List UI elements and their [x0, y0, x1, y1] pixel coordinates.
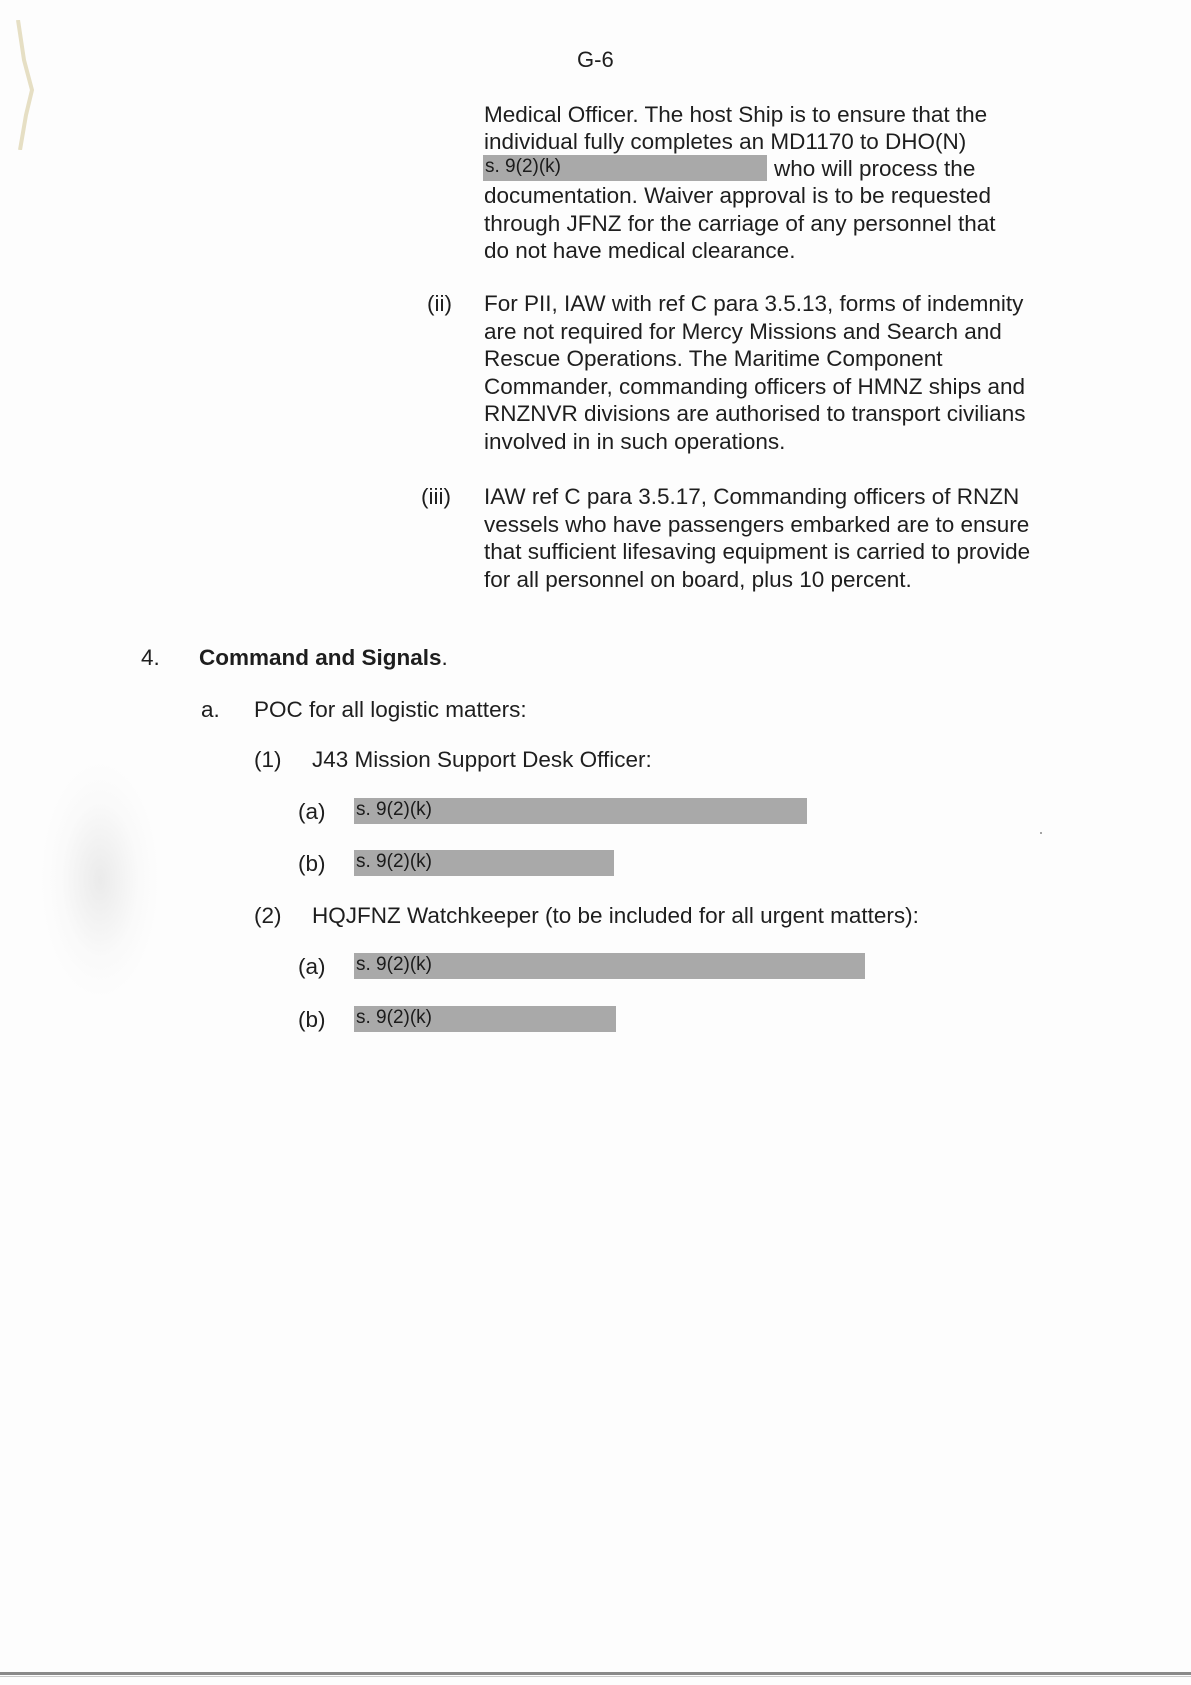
- continuation-line-6: do not have medical clearance.: [484, 238, 796, 263]
- group-2-entry-a-redaction: s. 9(2)(k): [354, 953, 865, 979]
- sub-text: POC for all logistic matters:: [254, 697, 527, 722]
- group-1-entry-a-marker: (a): [298, 799, 326, 824]
- group-1-entry-a-redaction: s. 9(2)(k): [354, 798, 807, 824]
- scan-speck: [1040, 832, 1042, 834]
- continuation-line-2: individual fully completes an MD1170 to DHO(N): [484, 129, 967, 154]
- item-text-ii: For PII, IAW with ref C para 3.5.13, forms of indemnity are not required for Mercy Missions and Search and Rescue Operations. The Maritime Component Commander, commanding officers of HMNZ ships and RNZNVR divisions are authorised to transport civilians involved in in such operations.: [484, 291, 1026, 454]
- group-2-text: HQJFNZ Watchkeeper (to be included for all urgent matters):: [312, 903, 919, 928]
- bottom-edge-rule-shadow: [0, 1676, 1191, 1677]
- item-marker-ii: (ii): [427, 291, 452, 316]
- continuation-line-3-tail: who will process the: [774, 156, 976, 181]
- item-marker-iii: (iii): [421, 484, 451, 509]
- section-title-suffix: .: [441, 645, 448, 670]
- group-1-entry-b-marker: (b): [298, 851, 326, 876]
- scan-edge-mark: [10, 20, 38, 150]
- section-heading: [199, 644, 448, 672]
- group-1-text: J43 Mission Support Desk Officer:: [312, 747, 652, 772]
- group-2-entry-b-marker: (b): [298, 1007, 326, 1032]
- group-2-entry-b-redaction: s. 9(2)(k): [354, 1006, 616, 1032]
- group-1-marker: (1): [254, 747, 282, 772]
- group-2-marker: (2): [254, 903, 282, 928]
- page-number: G-6: [577, 47, 614, 72]
- group-1-entry-b-redaction: s. 9(2)(k): [354, 850, 614, 876]
- continuation-line-4: documentation. Waiver approval is to be requested: [484, 183, 991, 208]
- section-title: Command and Signals: [199, 645, 442, 670]
- continuation-line-1: Medical Officer. The host Ship is to ensure that the: [484, 102, 988, 127]
- item-text-iii: IAW ref C para 3.5.17, Commanding officers of RNZN vessels who have passengers embarked are to ensure that sufficient lifesaving equipment is carried to provide for all personnel on board, plus 10 percent.: [484, 484, 1031, 592]
- sub-marker: a.: [201, 697, 220, 722]
- redaction-box: s. 9(2)(k): [483, 155, 767, 181]
- bottom-edge-rule: [0, 1672, 1191, 1675]
- scan-smudge: [40, 760, 160, 1000]
- section-number: 4.: [141, 645, 160, 670]
- group-2-entry-a-marker: (a): [298, 954, 326, 979]
- continuation-line-5: through JFNZ for the carriage of any personnel that: [484, 211, 996, 236]
